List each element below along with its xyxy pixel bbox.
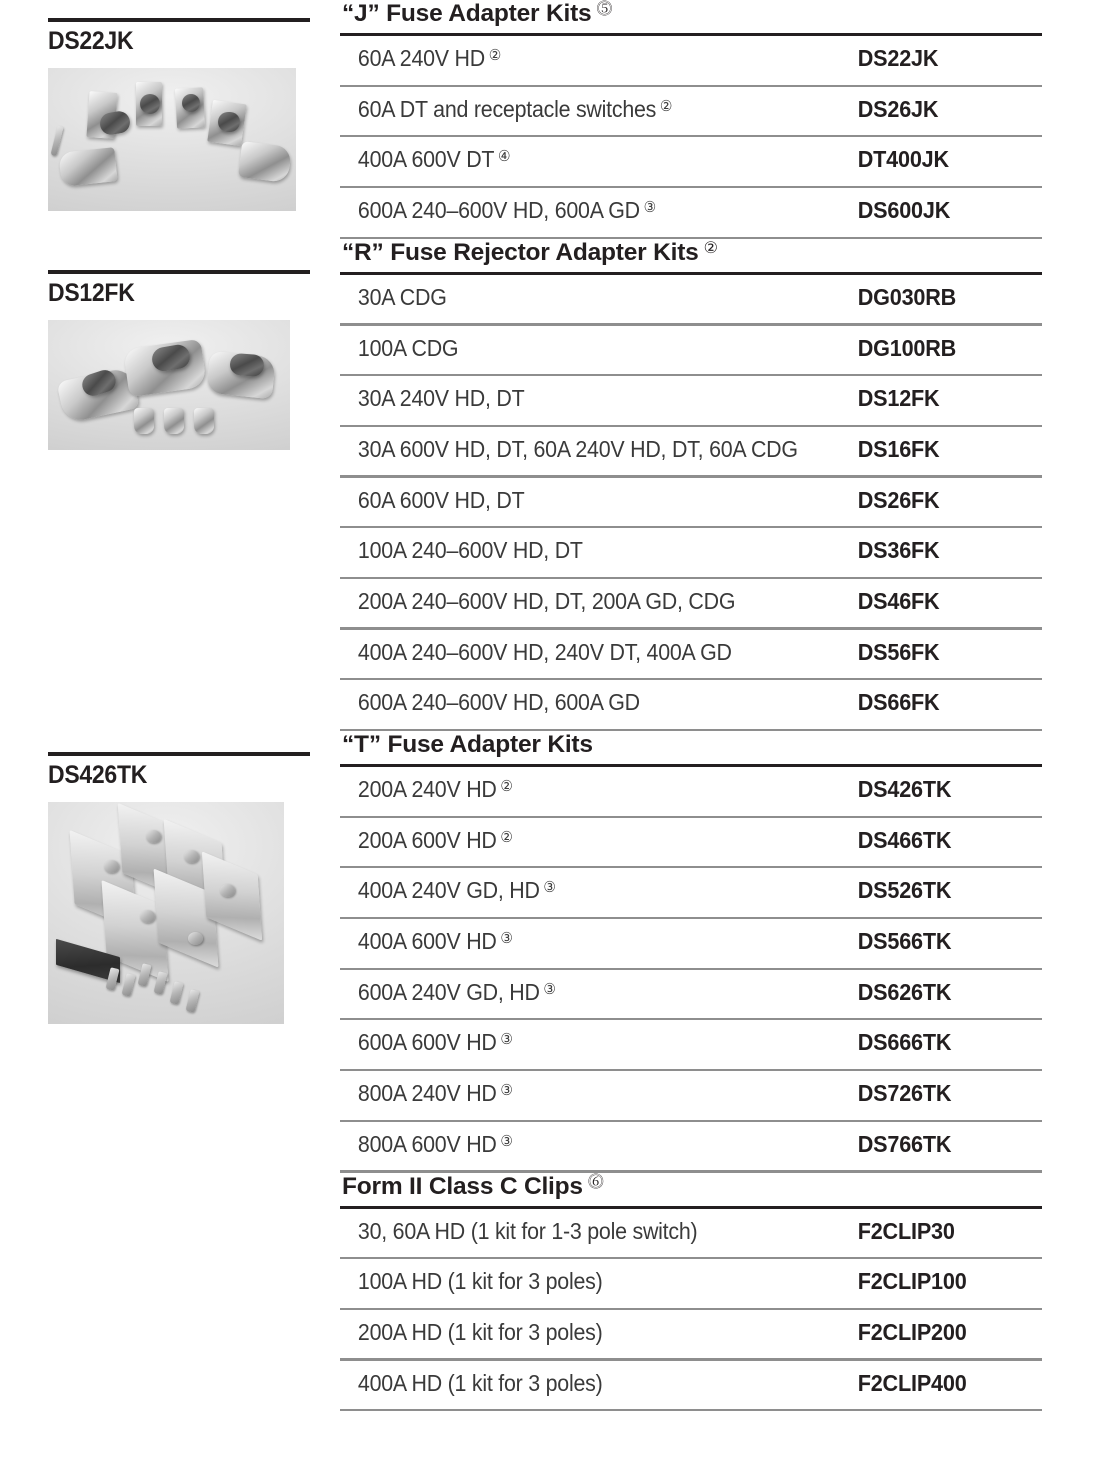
row-part-number: DG100RB <box>857 334 957 361</box>
row-part-number: DS26FK <box>857 486 940 513</box>
table-row[interactable] <box>340 579 1042 628</box>
row-description <box>358 197 834 224</box>
row-description <box>358 776 834 803</box>
table-row[interactable] <box>340 376 1042 425</box>
product-section <box>340 1173 1042 1412</box>
product-section <box>340 731 1042 1173</box>
row-description-text: 400A 600V DT <box>357 146 495 173</box>
row-description <box>358 1029 834 1056</box>
section-heading-text: Form II Class C Clips <box>342 1172 583 1200</box>
row-description-text: 30A CDG <box>357 283 447 310</box>
row-description-text: 30A 240V HD, DT <box>357 385 525 412</box>
row-part-number: DS666TK <box>857 1029 952 1056</box>
section-rule <box>48 270 310 274</box>
table-row[interactable] <box>340 326 1042 375</box>
row-description <box>358 1080 834 1107</box>
row-description <box>358 979 834 1006</box>
row-part-number: F2CLIP100 <box>857 1268 967 1295</box>
row-part-number: DS466TK <box>857 826 952 853</box>
table-row[interactable] <box>340 36 1042 85</box>
table-row[interactable] <box>340 137 1042 186</box>
row-part-number: F2CLIP30 <box>857 1217 955 1244</box>
footnote-marker-icon: ② <box>659 97 673 115</box>
part-clip <box>140 94 160 114</box>
table-row[interactable] <box>340 188 1042 237</box>
part-pin <box>134 408 154 434</box>
row-part-number: DS46FK <box>857 587 940 614</box>
row-description <box>358 284 834 311</box>
product-section <box>340 0 1042 239</box>
footnote-marker-icon: ③ <box>643 199 656 217</box>
part-rivet <box>188 932 203 945</box>
footnote-marker-icon: ③ <box>500 1132 513 1150</box>
part-pin <box>164 408 184 434</box>
part-rivet <box>140 910 155 923</box>
footnote-marker-icon: ⓹ <box>596 1 613 18</box>
ds426tk-fuse-adapter-kit-photo <box>48 802 284 1024</box>
section-heading <box>340 0 1042 33</box>
table-row[interactable] <box>340 1310 1042 1359</box>
photo-block-label-1: DS12FK <box>48 279 135 307</box>
photo-block-label-0: DS22JK <box>48 27 134 55</box>
row-description-text: 200A 600V HD <box>357 826 497 853</box>
row-description-text: 600A 240–600V HD, 600A GD <box>357 197 640 224</box>
row-description <box>358 1268 834 1295</box>
row-part-number: DS600JK <box>857 197 951 224</box>
ds12fk-fuse-rejector-kit-photo <box>48 320 290 450</box>
row-description <box>358 487 834 514</box>
row-part-number: DS12FK <box>857 385 940 412</box>
product-table <box>340 0 1042 1411</box>
footnote-marker-icon: ② <box>500 778 513 796</box>
row-part-number: DS16FK <box>857 435 940 462</box>
row-part-number: DS56FK <box>857 638 940 665</box>
footnote-marker-icon: ③ <box>500 1031 513 1049</box>
row-part-number: DS726TK <box>857 1080 952 1107</box>
row-description <box>358 877 834 904</box>
table-row[interactable] <box>340 630 1042 679</box>
row-description <box>358 45 834 72</box>
section-heading <box>340 1173 1042 1206</box>
table-row[interactable] <box>340 1071 1042 1120</box>
table-row[interactable] <box>340 970 1042 1019</box>
photo-block-ds22jk <box>48 18 316 211</box>
footnote-marker-icon: ② <box>488 47 501 65</box>
row-description <box>358 1370 834 1397</box>
table-row[interactable] <box>340 87 1042 136</box>
row-part-number: DS566TK <box>857 928 952 955</box>
row-description-text: 600A 600V HD <box>357 1029 497 1056</box>
row-description-text: 60A DT and receptacle switches <box>357 95 657 122</box>
row-part-number: DT400JK <box>857 146 949 173</box>
row-rule <box>340 1409 1042 1411</box>
row-description-text: 800A 240V HD <box>357 1080 497 1107</box>
row-part-number: DS22JK <box>857 45 939 72</box>
row-part-number: DS66FK <box>857 689 940 716</box>
row-part-number: DS526TK <box>857 877 952 904</box>
table-row[interactable] <box>340 1361 1042 1410</box>
row-description-text: 200A HD (1 kit for 3 poles) <box>357 1318 603 1345</box>
table-row[interactable] <box>340 1209 1042 1258</box>
part-clip <box>182 94 200 112</box>
footnote-marker-icon: ③ <box>543 980 556 998</box>
row-part-number: DS26JK <box>857 95 939 122</box>
part-clip <box>238 141 292 183</box>
table-row[interactable] <box>340 528 1042 577</box>
section-heading <box>340 239 1042 272</box>
row-description <box>358 928 834 955</box>
part-clip <box>58 147 117 187</box>
row-part-number: DS36FK <box>857 537 940 564</box>
row-part-number: DS626TK <box>857 978 952 1005</box>
row-description-text: 400A 600V HD <box>357 928 497 955</box>
part-rivet <box>104 860 119 873</box>
row-description <box>358 1319 834 1346</box>
footnote-marker-icon: ④ <box>497 148 511 166</box>
row-description-text: 400A 240–600V HD, 240V DT, 400A GD <box>357 638 732 665</box>
row-description-text: 30, 60A HD (1 kit for 1-3 pole switch) <box>357 1217 698 1244</box>
section-rule <box>48 752 310 756</box>
photo-background <box>48 68 296 211</box>
row-description <box>358 827 834 854</box>
footnote-marker-icon: ② <box>500 828 513 846</box>
section-heading-text: “T” Fuse Adapter Kits <box>342 731 593 758</box>
row-part-number: DG030RB <box>857 283 957 310</box>
table-row[interactable] <box>340 767 1042 816</box>
table-row[interactable] <box>340 818 1042 867</box>
table-row[interactable] <box>340 680 1042 729</box>
part-rivet <box>220 884 235 897</box>
table-row[interactable] <box>340 868 1042 917</box>
row-description-text: 100A CDG <box>357 334 459 361</box>
table-row[interactable] <box>340 478 1042 527</box>
row-description-text: 30A 600V HD, DT, 60A 240V HD, DT, 60A CDG <box>357 435 798 462</box>
row-description <box>358 537 834 564</box>
footnote-marker-icon: ② <box>703 239 718 257</box>
row-description-text: 200A 240–600V HD, DT, 200A GD, CDG <box>357 587 736 614</box>
row-description-text: 600A 240V GD, HD <box>357 978 540 1005</box>
part-clip <box>229 353 264 377</box>
photo-block-ds12fk <box>48 270 316 450</box>
photo-block-ds426tk <box>48 752 316 1024</box>
row-part-number: DS766TK <box>857 1130 952 1157</box>
row-description <box>358 689 834 716</box>
row-description <box>358 588 834 615</box>
section-heading-text: “R” Fuse Rejector Adapter Kits <box>342 238 699 266</box>
row-description <box>358 335 834 362</box>
row-description <box>358 146 834 173</box>
row-description-text: 100A HD (1 kit for 3 poles) <box>357 1268 603 1295</box>
section-heading <box>340 731 1042 764</box>
part-clip <box>218 112 240 132</box>
row-description-text: 200A 240V HD <box>357 776 497 803</box>
table-row[interactable] <box>340 1020 1042 1069</box>
row-description <box>358 436 834 463</box>
section-heading-text: “J” Fuse Adapter Kits <box>342 0 592 27</box>
row-part-number: F2CLIP400 <box>857 1369 967 1396</box>
row-part-number: DS426TK <box>857 776 952 803</box>
row-description <box>358 385 834 412</box>
row-description-text: 400A 240V GD, HD <box>357 877 540 904</box>
table-row[interactable] <box>340 919 1042 968</box>
ds22jk-fuse-adapter-kit-photo <box>48 68 296 211</box>
row-part-number: F2CLIP200 <box>857 1318 967 1345</box>
footnote-marker-icon: ③ <box>500 1082 513 1100</box>
row-description <box>358 96 834 123</box>
part-rivet <box>184 850 199 863</box>
part-rivet <box>146 830 161 843</box>
row-description <box>358 1131 834 1158</box>
footnote-marker-icon: ③ <box>543 879 556 897</box>
footnote-marker-icon: ⓺ <box>587 1173 604 1191</box>
row-description <box>358 1218 834 1245</box>
table-row[interactable] <box>340 427 1042 476</box>
row-description-text: 600A 240–600V HD, 600A GD <box>357 689 640 716</box>
row-description-text: 60A 240V HD <box>357 45 485 72</box>
row-description-text: 800A 600V HD <box>357 1130 497 1157</box>
table-row[interactable] <box>340 1122 1042 1171</box>
row-description-text: 100A 240–600V HD, DT <box>357 537 583 564</box>
row-description-text: 60A 600V HD, DT <box>357 486 525 513</box>
section-rule <box>48 18 310 22</box>
table-row[interactable] <box>340 275 1042 324</box>
photo-block-label-2: DS426TK <box>48 761 148 789</box>
table-row[interactable] <box>340 1259 1042 1308</box>
row-description <box>358 639 834 666</box>
part-pin <box>194 408 214 434</box>
row-description-text: 400A HD (1 kit for 3 poles) <box>357 1369 603 1396</box>
footnote-marker-icon: ③ <box>500 930 513 948</box>
product-section <box>340 239 1042 731</box>
